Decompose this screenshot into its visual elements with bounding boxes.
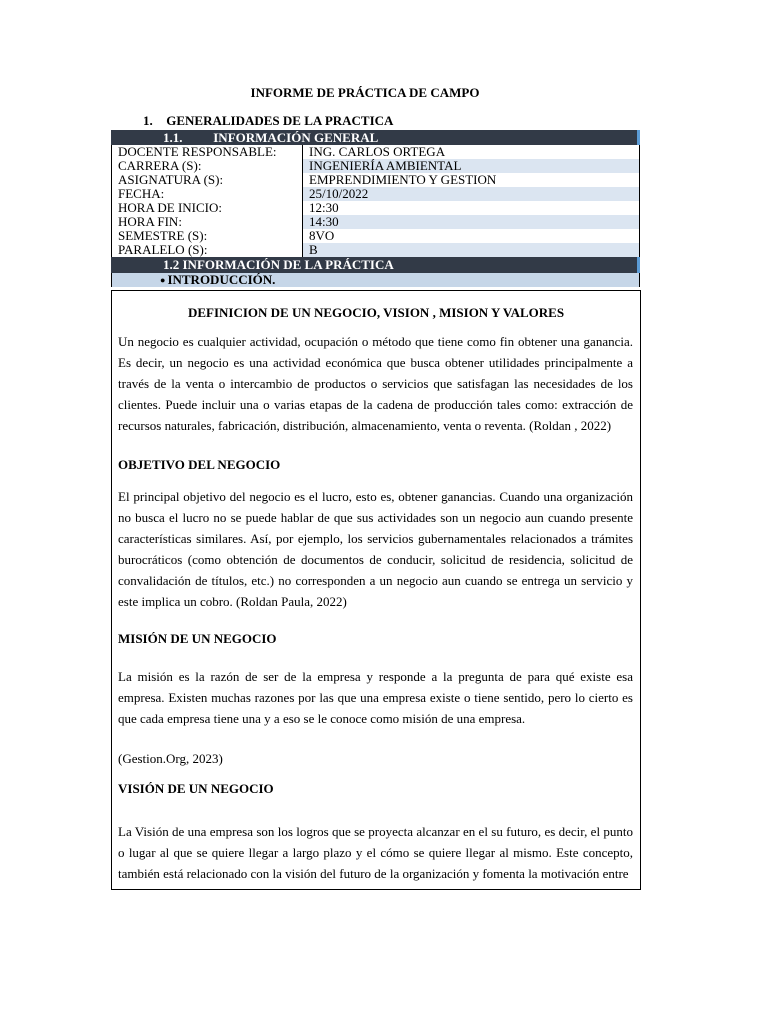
table-row-hora-fin xyxy=(111,215,640,229)
row-value: 14:30 xyxy=(302,215,640,229)
table-row-asignatura xyxy=(111,173,640,187)
paragraph-definition: Un negocio es cualquier actividad, ocupación o método que tiene como fin obtener una ganancia. Es decir, un negocio es una actividad económica que busca obtener utilidades principalmente a través de la venta o intercambio de productos o servicios que satisfagan las necesidades de los clientes. Puede incluir una o varias etapas de la cadena de producción tales como: extracción de recursos naturales, fabricación, distribución, almacenamiento, venta o reventa. (Roldan , 2022) xyxy=(118,334,633,433)
general-info-number: 1.1. xyxy=(163,130,183,145)
section-title: GENERALIDADES DE LA PRACTICA xyxy=(166,113,394,128)
heading-mission: MISIÓN DE UN NEGOCIO xyxy=(118,631,277,646)
row-label: CARRERA (S): xyxy=(111,159,302,173)
paragraph-objective: El principal objetivo del negocio es el lucro, esto es, obtener ganancias. Cuando una organización no busca el lucro no se puede hablar de que sus actividades son un negocio aun cuando presente características similares. Así, por ejemplo, los servicios gubernamentales relacionados a trámites burocráticos (como obtención de documentos de conducir, solicitud de residencia, solicitud de convalidación de títulos, etc.) no corresponden a un negocio aun cuando se entrega un servicio y este implica un cobro. (Roldan Paula, 2022) xyxy=(118,489,633,609)
content-box xyxy=(111,290,641,890)
row-value: ING. CARLOS ORTEGA xyxy=(302,145,640,159)
paragraph-mission: La misión es la razón de ser de la empresa y responde a la pregunta de para qué existe esa empresa. Existen muchas razones por las que una empresa existe o tiene sentido, pero lo cierto es que cada empresa tiene una y a eso se le conoce como misión de una empresa. xyxy=(118,669,633,726)
section-number: 1. xyxy=(143,113,153,128)
row-label: HORA DE INICIO: xyxy=(111,201,302,215)
row-label: DOCENTE RESPONSABLE: xyxy=(111,145,302,159)
general-info-header xyxy=(111,130,640,145)
row-label: PARALELO (S): xyxy=(111,243,302,257)
general-info-title: INFORMACIÓN GENERAL xyxy=(213,130,379,145)
main-heading: DEFINICION DE UN NEGOCIO, VISION , MISION Y VALORES xyxy=(187,305,565,320)
document-title: INFORME DE PRÁCTICA DE CAMPO xyxy=(250,85,480,100)
row-value: B xyxy=(302,243,640,257)
intro-label: INTRODUCCIÓN. xyxy=(167,272,276,287)
row-value: EMPRENDIMIENTO Y GESTION xyxy=(302,173,640,187)
table-row-paralelo xyxy=(111,243,640,257)
row-value: 12:30 xyxy=(302,201,640,215)
general-info-table xyxy=(111,130,640,287)
row-label: HORA FIN: xyxy=(111,215,302,229)
table-row-semestre xyxy=(111,229,640,243)
heading-vision: VISIÓN DE UN NEGOCIO xyxy=(118,781,274,796)
citation-mission: (Gestion.Org, 2023) xyxy=(118,751,223,766)
table-row-docente xyxy=(111,145,640,159)
bullet-icon: ● xyxy=(160,275,166,285)
row-label: FECHA: xyxy=(111,187,302,201)
intro-bar xyxy=(111,273,640,287)
row-label: ASIGNATURA (S): xyxy=(111,173,302,187)
paragraph-vision: La Visión de una empresa son los logros que se proyecta alcanzar en el su futuro, es decir, el punto o lugar al que se quiere llegar a largo plazo y el cómo se quiere llegar al mismo. Este concepto, también está relacionado con la visión del futuro de la organización y fomenta la motivación entre xyxy=(118,824,633,881)
table-row-carrera xyxy=(111,159,640,173)
section-heading-generalidades xyxy=(143,113,393,129)
practice-info-header: 1.2 INFORMACIÓN DE LA PRÁCTICA xyxy=(111,257,640,273)
row-value: INGENIERÍA AMBIENTAL xyxy=(302,159,640,173)
heading-objective: OBJETIVO DEL NEGOCIO xyxy=(118,457,281,472)
row-value: 25/10/2022 xyxy=(302,187,640,201)
row-label: SEMESTRE (S): xyxy=(111,229,302,243)
row-value: 8VO xyxy=(302,229,640,243)
table-row-hora-inicio xyxy=(111,201,640,215)
table-row-fecha xyxy=(111,187,640,201)
